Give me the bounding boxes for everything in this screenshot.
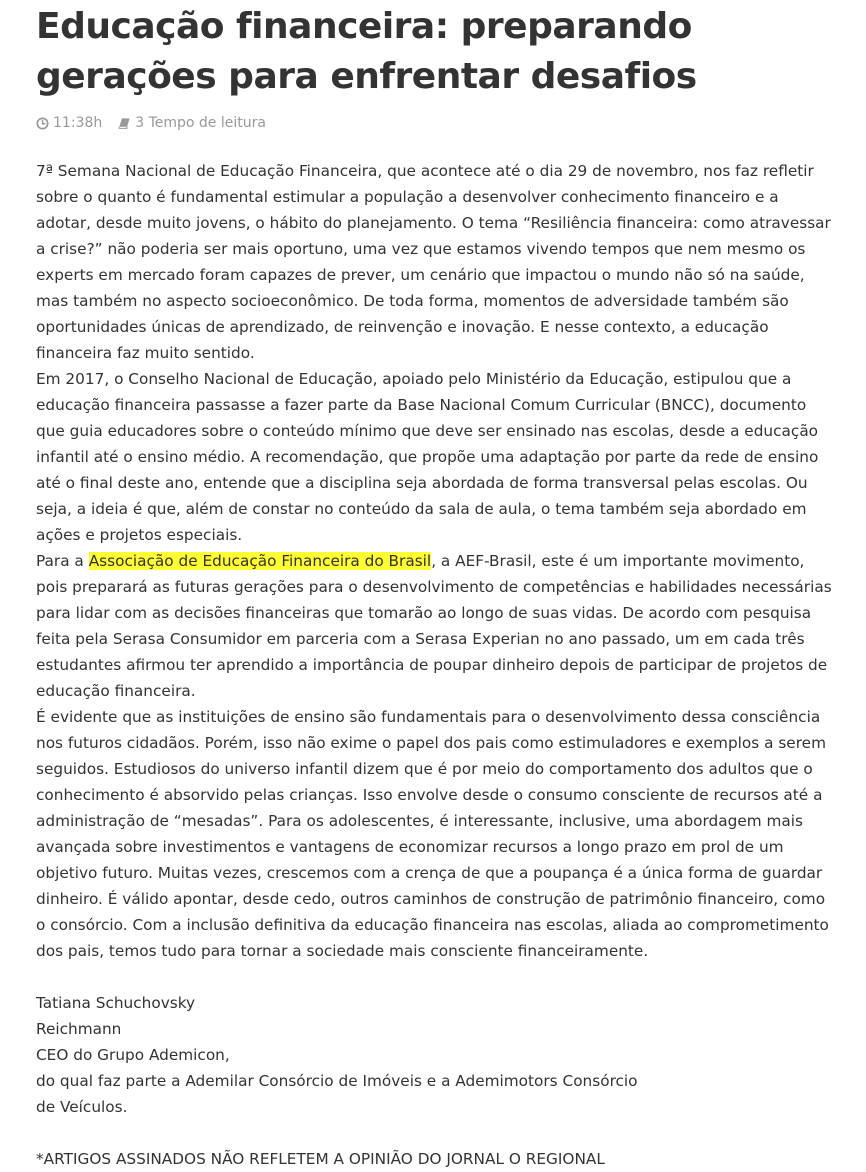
paragraph bbox=[36, 548, 836, 704]
signature-line: CEO do Grupo Ademicon, bbox=[36, 1046, 230, 1064]
read-time-text: 3 Tempo de leitura bbox=[135, 115, 266, 131]
highlighted-link-aef[interactable]: Associação de Educação Financeira do Brasil bbox=[88, 552, 432, 570]
signature-line: de Veículos. bbox=[36, 1098, 128, 1116]
spacer bbox=[36, 964, 836, 990]
publish-time-text: 11:38h bbox=[53, 115, 103, 131]
disclaimer: *ARTIGOS ASSINADOS NÃO REFLETEM A OPINIÃO DO JORNAL O REGIONAL bbox=[36, 1150, 605, 1168]
spacer bbox=[36, 1120, 836, 1146]
read-time bbox=[118, 112, 266, 134]
clock-icon bbox=[36, 117, 49, 130]
article-title: Educação financeira: preparando gerações para enfrentar desafios bbox=[36, 6, 697, 97]
book-icon bbox=[118, 117, 131, 130]
paragraph: Em 2017, o Conselho Nacional de Educação, apoiado pelo Ministério da Educação, estipulou que a educação financeira passasse a fazer parte da Base Nacional Comum Curricular (BNCC), documento que guia educadores sobre o conteúdo mínimo que deve ser ensinado nas escolas, desde a educação infantil até o ensino médio. A recomendação, que propõe uma adaptação por parte da rede de ensino até o final deste ano, entende que a disciplina seja abordada de forma transversal pelas escolas. Ou seja, a ideia é que, além de constar no conteúdo da sala de aula, o tema também seja abordado em ações e projetos especiais. bbox=[36, 370, 819, 544]
signature-line: Reichmann bbox=[36, 1020, 122, 1038]
paragraph: É evidente que as instituições de ensino são fundamentais para o desenvolvimento dessa consciência nos futuros cidadãos. Porém, isso não exime o papel dos pais como estimuladores e exemplos a serem seguidos. Estudiosos do universo infantil dizem que é por meio do comportamento dos adultos que o conhecimento é absorvido pelas crianças. Isso envolve desde o consumo consciente de recursos até a administração de “mesadas”. Para os adolescentes, é interessante, inclusive, uma abordagem mais avançada sobre investimentos e vantagens de economizar recursos a longo prazo em prol de um objetivo futuro. Muitas vezes, crescemos com a crença de que a poupança é a única forma de guardar dinheiro. É válido apontar, desde cedo, outros caminhos de construção de patrimônio financeiro, como o consórcio. Com a inclusão definitiva da educação financeira nas escolas, aliada ao comprometimento dos pais, temos tudo para tornar a sociedade mais consciente financeiramente. bbox=[36, 708, 829, 960]
article-meta bbox=[36, 112, 836, 134]
paragraph-text: Para a bbox=[36, 552, 89, 570]
signature-line: Tatiana Schuchovsky bbox=[36, 994, 196, 1012]
paragraph: 7ª Semana Nacional de Educação Financeira, que acontece até o dia 29 de novembro, nos faz refletir sobre o quanto é fundamental estimular a população a desenvolver conhecimento financeiro e a adotar, desde muito jovens, o hábito do planejamento. O tema “Resiliência financeira: como atravessar a crise?” não poderia ser mais oportuno, uma vez que estamos vivendo tempos que nem mesmo os experts em mercado foram capazes de prever, um cenário que impactou o mundo não só na saúde, mas também no aspecto socioeconômico. De toda forma, momentos de adversidade também são oportunidades únicas de aprendizado, de reinvenção e inovação. E nesse contexto, a educação financeira faz muito sentido. bbox=[36, 162, 831, 362]
paragraph-text: , a AEF-Brasil, este é um importante movimento, pois preparará as futuras gerações para o desenvolvimento de competências e habilidades necessárias para lidar com as decisões financeiras que tomarão ao longo de suas vidas. De acordo com pesquisa feita pela Serasa Consumidor em parceria com a Serasa Experian no ano passado, um em cada três estudantes afirmou ter aprendido a importância de poupar dinheiro depois de participar de projetos de educação financeira. bbox=[36, 552, 832, 700]
article-body bbox=[36, 158, 836, 1172]
article bbox=[36, 0, 836, 1172]
publish-time bbox=[36, 112, 102, 134]
author-signature bbox=[36, 990, 836, 1120]
signature-line: do qual faz parte a Ademilar Consórcio de Imóveis e a Ademimotors Consórcio bbox=[36, 1072, 638, 1090]
